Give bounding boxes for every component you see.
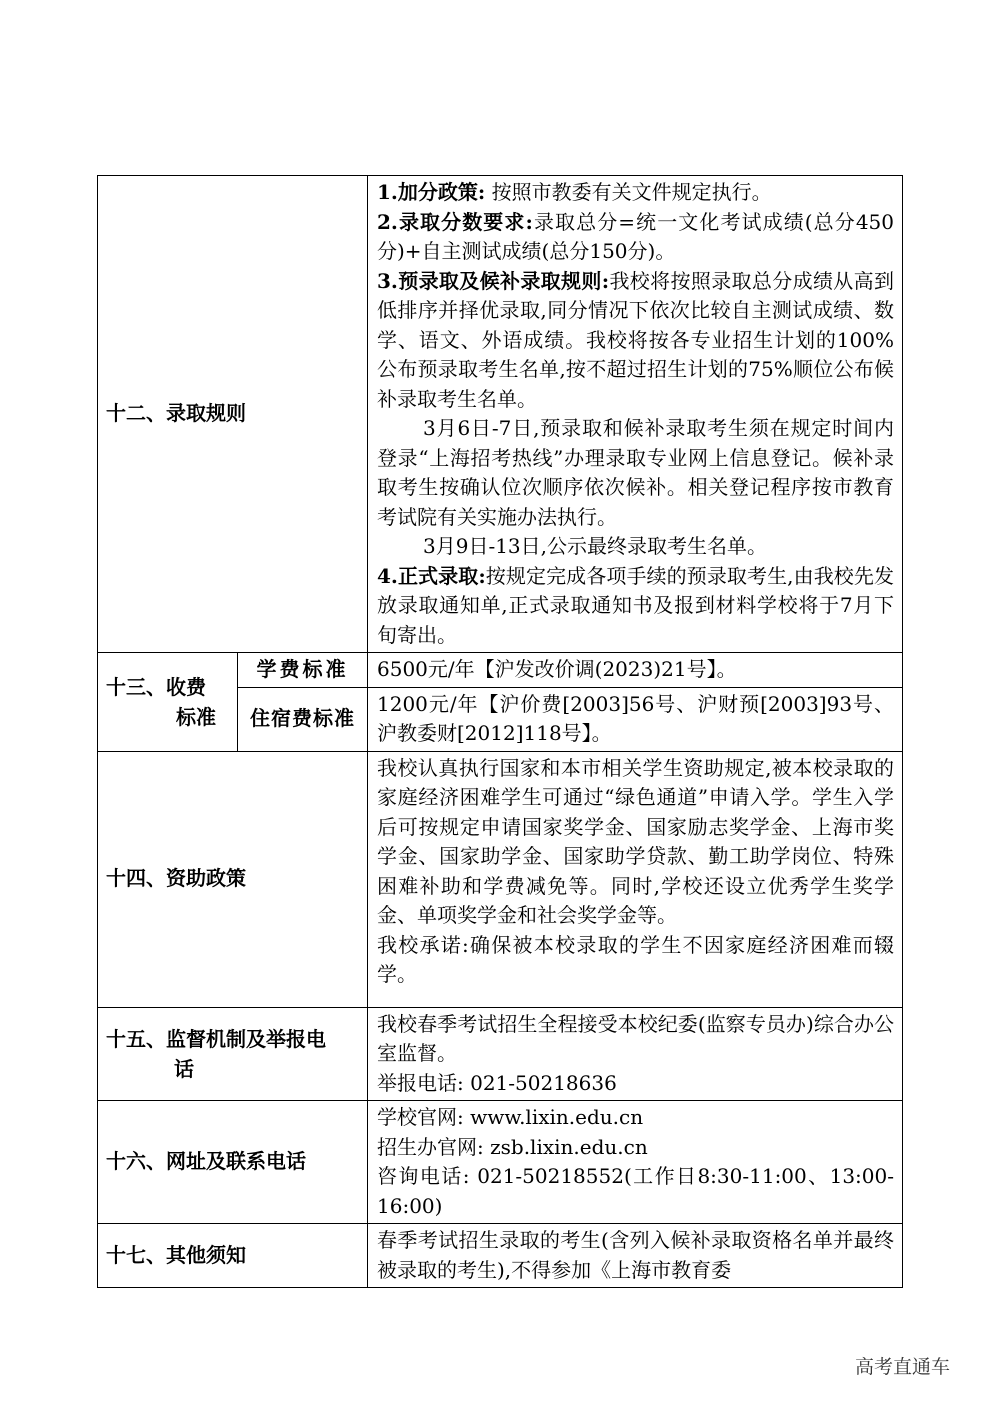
label-contact: 十六、网址及联系电话 — [98, 1101, 368, 1224]
aid-promise: 我校承诺:确保被本校录取的学生不因家庭经济困难而辍学。 — [377, 932, 894, 986]
value-tuition: 6500元/年【沪发改价调(2023)21号】。 — [368, 653, 903, 688]
rule-formal-admission: 4.正式录取:按规定完成各项手续的预录取考生,由我校先发放录取通知单,正式录取通知书及报到材料学校将于7月下旬寄出。 — [377, 563, 894, 647]
row-admission-rules — [98, 176, 903, 653]
row-other-notes — [98, 1224, 903, 1288]
label-admission-rules: 十二、录取规则 — [98, 176, 368, 653]
content-supervision — [368, 1007, 903, 1101]
content-admission-rules — [368, 176, 903, 653]
content-financial-aid — [368, 751, 903, 1007]
admissions-table — [97, 175, 903, 1288]
school-website: 学校官网: www.lixin.edu.cn — [377, 1105, 644, 1129]
label-fees: 十三、收费 标准 — [98, 653, 238, 752]
row-tuition — [98, 653, 903, 688]
aid-policy: 我校认真执行国家和本市相关学生资助规定,被本校录取的家庭经济困难学生可通过“绿色通道”申请入学。学生入学后可按规定申请国家奖学金、国家励志奖学金、上海市奖学金、国家助学金、国家助学贷款、勤工助学岗位、特殊困难补助和学费减免等。同时,学校还设立优秀学生奖学金、单项奖学金和社会奖学金等。 — [377, 755, 894, 927]
content-other-notes: 春季考试招生录取的考生(含列入候补录取资格名单并最终被录取的考生),不得参加《上海市教育委 — [368, 1224, 903, 1288]
row-contact — [98, 1101, 903, 1224]
label-other-notes: 十七、其他须知 — [98, 1224, 368, 1288]
value-dorm-fee: 1200元/年【沪价费[2003]56号、沪财预[2003]93号、沪教委财[2012]118号】。 — [368, 687, 903, 751]
report-phone: 举报电话: 021-50218636 — [377, 1070, 617, 1095]
supervision-text: 我校春季考试招生全程接受本校纪委(监察专员办)综合办公室监督。 — [377, 1011, 894, 1065]
watermark: 高考直通车 — [855, 1356, 951, 1378]
row-financial-aid — [98, 751, 903, 1007]
rule-registration: 3月6日-7日,预录取和候补录取考生须在规定时间内登录“上海招考热线”办理录取专业网上信息登记。候补录取考生按确认位次顺序依次候补。相关登记程序按市教育考试院有关实施办法执行。 — [377, 416, 894, 529]
rule-score-requirement: 2.录取分数要求:录取总分=统一文化考试成绩(总分450分)+自主测试成绩(总分150分)。 — [377, 209, 895, 263]
admissions-website: 招生办官网: zsb.lixin.edu.cn — [377, 1134, 648, 1159]
rule-pre-admission: 3.预录取及候补录取规则:我校将按照录取总分成绩从高到低排序并择优录取,同分情况下依次比较自主测试成绩、数学、语文、外语成绩。我校将按各专业招生计划的100%公布预录取考生名单,按不超过招生计划的75%顺位公布候补录取考生名单。 — [377, 268, 895, 411]
label-financial-aid: 十四、资助政策 — [98, 751, 368, 1007]
rule-bonus-policy: 1.加分政策: 按照市教委有关文件规定执行。 — [377, 180, 772, 204]
label-tuition: 学费标准 — [238, 653, 368, 688]
label-dorm-fee: 住宿费标准 — [238, 687, 368, 751]
row-supervision — [98, 1007, 903, 1101]
rule-publicity: 3月9日-13日,公示最终录取考生名单。 — [423, 534, 768, 558]
label-supervision: 十五、监督机制及举报电 话 — [98, 1007, 368, 1101]
content-contact — [368, 1101, 903, 1224]
inquiry-phone: 咨询电话: 021-50218552(工作日8:30-11:00、13:00-16:00) — [377, 1164, 894, 1218]
